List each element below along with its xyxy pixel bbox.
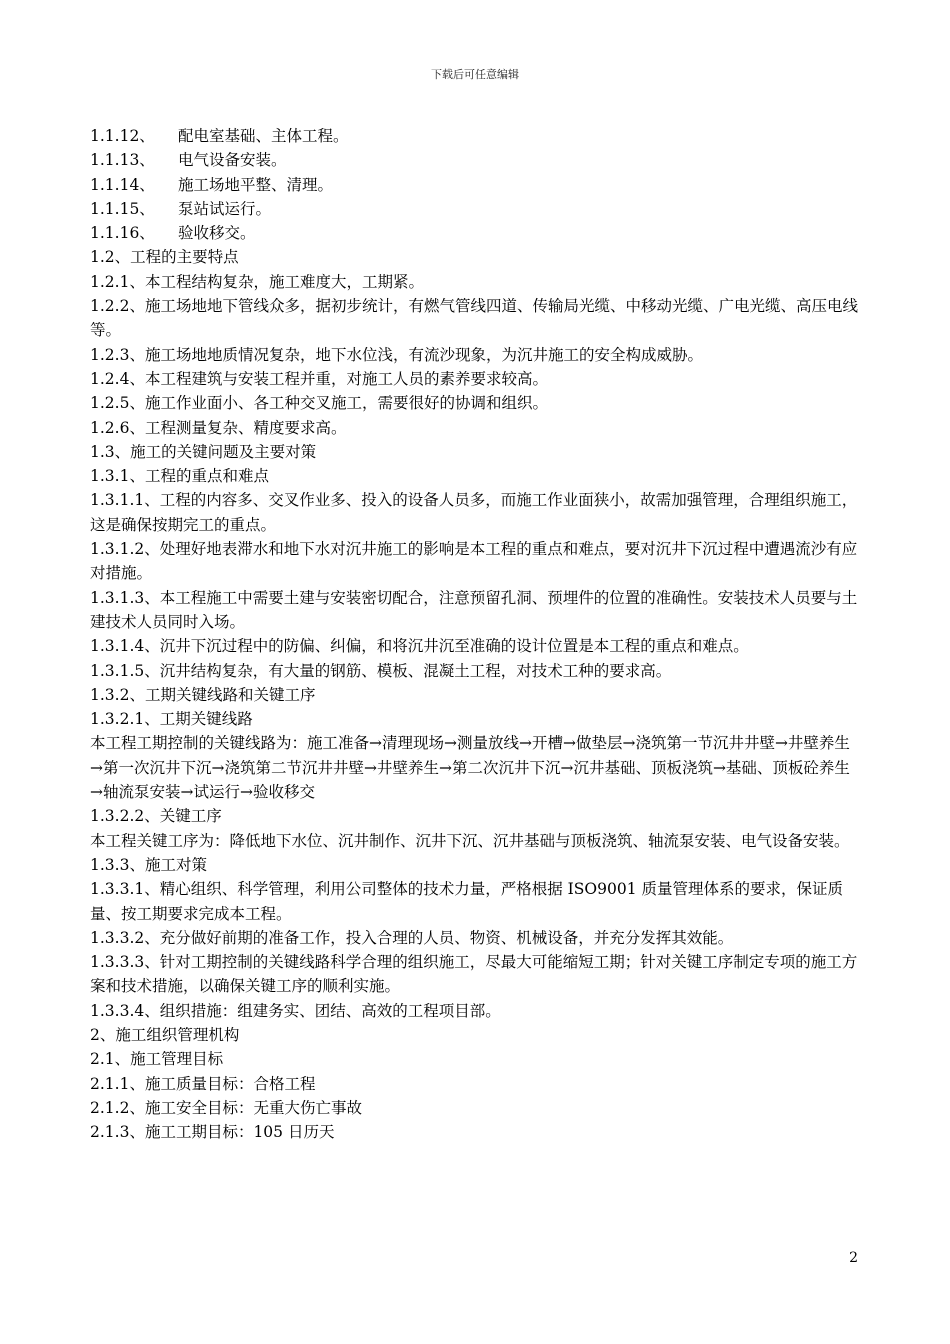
paragraph: 1.2、工程的主要特点	[90, 248, 239, 267]
list-item-number: 1.1.13、	[90, 151, 155, 170]
paragraph: 1.3.2.1、工期关键线路	[90, 710, 253, 729]
list-item	[90, 124, 860, 148]
list-item-text: 泵站试运行。	[178, 199, 272, 218]
list-item-text: 验收移交。	[178, 224, 256, 243]
paragraph: 1.3.1、工程的重点和难点	[90, 467, 269, 486]
paragraph: 1.3.1.4、沉井下沉过程中的防偏、纠偏，和将沉井沉至准确的设计位置是本工程的重点和难点。	[90, 637, 749, 656]
paragraph: 2.1.1、施工质量目标：合格工程	[90, 1074, 316, 1093]
list-item-number: 1.1.14、	[90, 175, 155, 194]
list-item	[90, 221, 860, 245]
list-item	[90, 197, 860, 221]
list-item-text: 施工场地平整、清理。	[178, 175, 334, 194]
document-body	[90, 124, 860, 1144]
paragraph: 2.1.3、施工工期目标：105 日历天	[90, 1123, 335, 1142]
paragraphs	[90, 245, 860, 1144]
list-item-number: 1.1.16、	[90, 224, 155, 243]
list-item-number: 1.1.12、	[90, 127, 155, 145]
page-number: 2	[849, 1250, 858, 1266]
paragraph: 1.3.3、施工对策	[90, 855, 207, 874]
paragraph: 1.2.3、施工场地地质情况复杂，地下水位浅，有流沙现象，为沉井施工的安全构成威胁。	[90, 345, 703, 364]
paragraph: 1.3.1.3、本工程施工中需要土建与安装密切配合，注意预留孔洞、预埋件的位置的准确性。安装技术人员要与土建技术人员同时入场。	[90, 588, 858, 631]
paragraph: 1.3.3.2、充分做好前期的准备工作，投入合理的人员、物资、机械设备，并充分发挥其效能。	[90, 928, 734, 947]
paragraph: 本工程工期控制的关键线路为：施工准备→清理现场→测量放线→开槽→做垫层→浇筑第一节沉井井壁→井壁养生→第一次沉井下沉→浇筑第二节沉井井壁→井壁养生→第二次沉井下沉→沉井基础、顶板浇筑→基础、顶板砼养生→轴流泵安装→试运行→验收移交	[90, 734, 850, 802]
paragraph: 1.3.3.1、精心组织、科学管理，利用公司整体的技术力量，严格根据 ISO9001 质量管理体系的要求，保证质量、按工期要求完成本工程。	[90, 880, 843, 923]
paragraph: 1.3.1.1、工程的内容多、交叉作业多、投入的设备人员多，而施工作业面狭小，故需加强管理，合理组织施工，这是确保按期完工的重点。	[90, 491, 858, 534]
list-item-text: 配电室基础、主体工程。	[178, 127, 349, 145]
paragraph: 1.2.5、施工作业面小、各工种交叉施工，需要很好的协调和组织。	[90, 394, 548, 413]
paragraph: 1.3.1.2、处理好地表滞水和地下水对沉井施工的影响是本工程的重点和难点，要对沉井下沉过程中遭遇流沙有应对措施。	[90, 540, 858, 583]
page-header: 下载后可任意编辑	[431, 68, 519, 81]
paragraph: 2.1、施工管理目标	[90, 1050, 224, 1069]
list-item-number: 1.1.15、	[90, 199, 155, 218]
paragraph: 1.3.2、工期关键线路和关键工序	[90, 685, 316, 704]
list-item	[90, 148, 860, 172]
paragraph: 1.2.6、工程测量复杂、精度要求高。	[90, 418, 347, 437]
paragraph: 1.2.2、施工场地地下管线众多，据初步统计，有燃气管线四道、传输局光缆、中移动光缆、广电光缆、高压电线等。	[90, 297, 858, 340]
paragraph: 1.3.2.2、关键工序	[90, 807, 222, 826]
paragraph: 1.2.4、本工程建筑与安装工程并重，对施工人员的素养要求较高。	[90, 369, 548, 388]
paragraph: 2.1.2、施工安全目标：无重大伤亡事故	[90, 1098, 362, 1117]
paragraph: 1.3.1.5、沉井结构复杂，有大量的钢筋、模板、混凝土工程，对技术工种的要求高。	[90, 661, 672, 680]
paragraph: 1.3.3.3、针对工期控制的关键线路科学合理的组织施工，尽最大可能缩短工期；针对关键工序制定专项的施工方案和技术措施，以确保关键工序的顺利实施。	[90, 953, 858, 996]
paragraph: 1.3.3.4、组织措施：组建务实、团结、高效的工程项目部。	[90, 1001, 501, 1020]
paragraph: 1.2.1、本工程结构复杂，施工难度大，工期紧。	[90, 272, 424, 291]
list-item-text: 电气设备安装。	[178, 151, 287, 170]
paragraph: 1.3、施工的关键问题及主要对策	[90, 442, 317, 461]
list-item	[90, 173, 860, 197]
paragraph: 本工程关键工序为：降低地下水位、沉井制作、沉井下沉、沉井基础与顶板浇筑、轴流泵安装、电气设备安装。	[90, 831, 850, 850]
numbered-list	[90, 124, 860, 245]
paragraph: 2、施工组织管理机构	[90, 1025, 240, 1044]
